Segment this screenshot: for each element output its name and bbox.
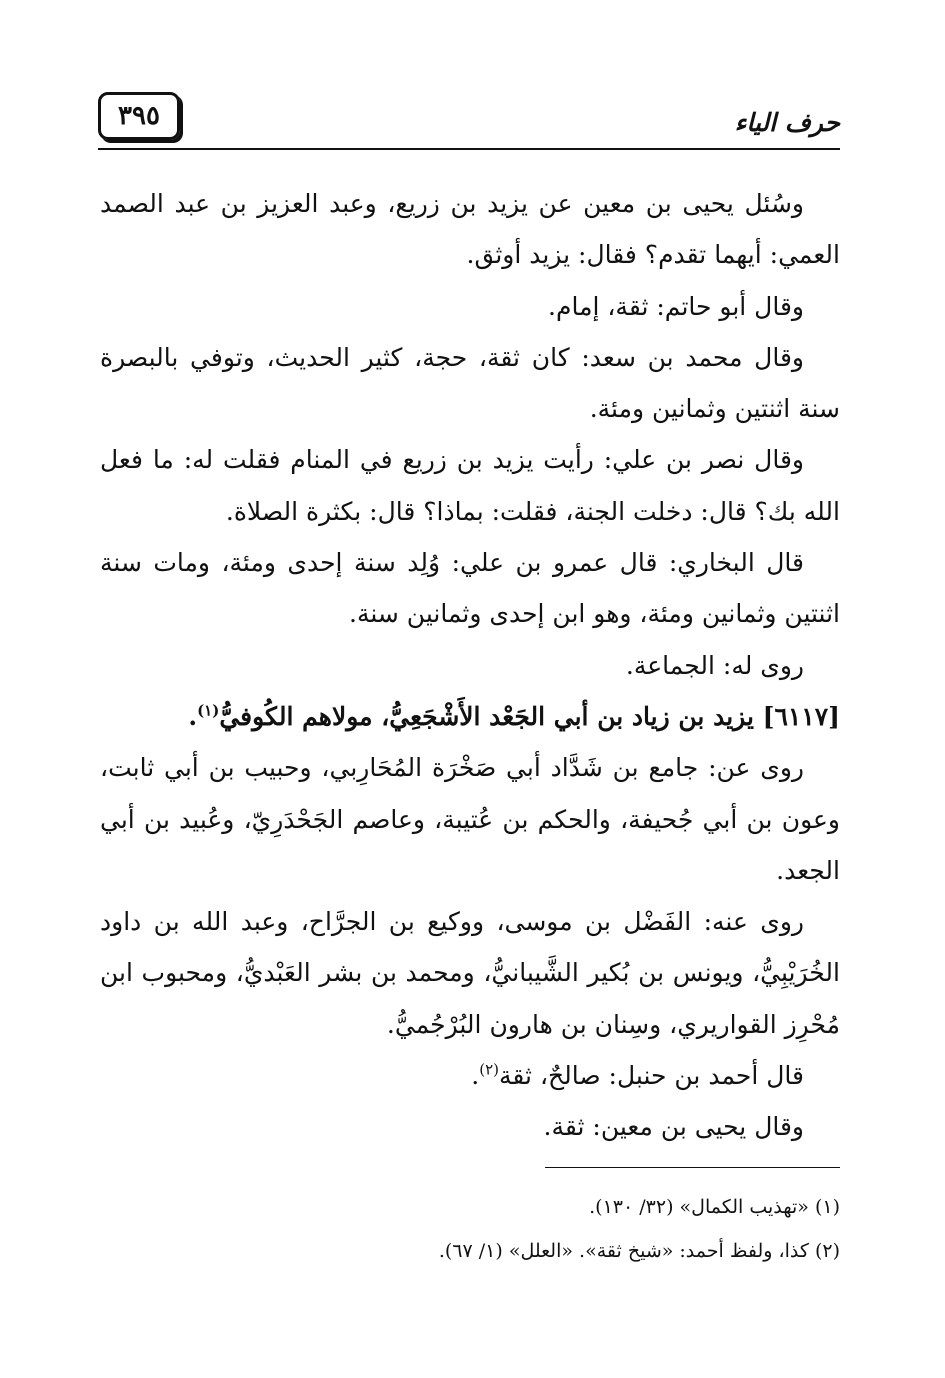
footnote: (١) «تهذيب الكمال» (٣٢/ ١٣٠). [589,1196,840,1218]
paragraph: وسُئل يحيى بن معين عن يزيد بن زريع، وعبد العزيز بن عبد الصمد العمي: أيهما تقدم؟ فقال: يزيد أوثق. [100,189,840,270]
entry-heading-end: . [188,701,198,731]
footnotes [100,1185,840,1273]
paragraph-end: . [471,1061,480,1091]
paragraph: وقال أبو حاتم: ثقة، إمام. [548,291,804,321]
paragraph: روى عن: جامع بن شَدَّاد أبي صَخْرَة المُحَارِبي، وحبيب بن أبي ثابت، وعون بن أبي جُحيفة، والحكم بن عُتيبة، وعاصم الجَحْدَرِيّ، وعُبيد بن أبي الجعد. [100,753,840,885]
footnote-marker: (٢) [479,1060,499,1079]
paragraph: روى عنه: الفَضْل بن موسى، ووكيع بن الجرَّاح، وعبد الله بن داود الخُرَيْبِيُّ، ويونس بن بُكير الشَّيبانيُّ، ومحمد بن بشر العَبْديُّ، ومحبوب ابن مُحْرِز القواريري، وسِنان بن هارون البُرْجُميُّ. [100,907,840,1039]
paragraph: وقال يحيى بن معين: ثقة. [543,1112,804,1142]
paragraph: روى له: الجماعة. [625,650,804,680]
paragraph: قال البخاري: قال عمرو بن علي: وُلِد سنة إحدى ومئة، ومات سنة اثنتين وثمانين ومئة، وهو ابن إحدى وثمانين سنة. [100,548,840,629]
entry-heading-text: [٦١١٧] يزيد بن زياد بن أبي الجَعْد الأَشْجَعِيُّ، مولاهم الكُوفيُّ [219,701,840,731]
paragraph [100,1050,840,1101]
footnote-divider [545,1167,840,1168]
header-divider [98,148,840,150]
page-number-box [98,92,180,140]
main-text [100,178,840,1153]
entry-heading [100,691,840,742]
paragraph-text: قال أحمد بن حنبل: صالحٌ، ثقة [498,1061,804,1091]
paragraph: وقال محمد بن سعد: كان ثقة، حجة، كثير الحديث، وتوفي بالبصرة سنة اثنتين وثمانين ومئة. [100,342,840,424]
paragraph: وقال نصر بن علي: رأيت يزيد بن زريع في المنام فقلت له: ما فعل الله بك؟ قال: دخلت الجنة، فقلت: بماذا؟ قال: بكثرة الصلاة. [100,445,840,526]
page-number: ٣٩٥ [118,101,160,131]
chapter-header: حرف الياء [734,108,840,137]
footnote: (٢) كذا، ولفظ أحمد: «شيخ ثقة». «العلل» (١/ ٦٧). [438,1240,840,1262]
footnote-marker: (١) [197,701,220,720]
